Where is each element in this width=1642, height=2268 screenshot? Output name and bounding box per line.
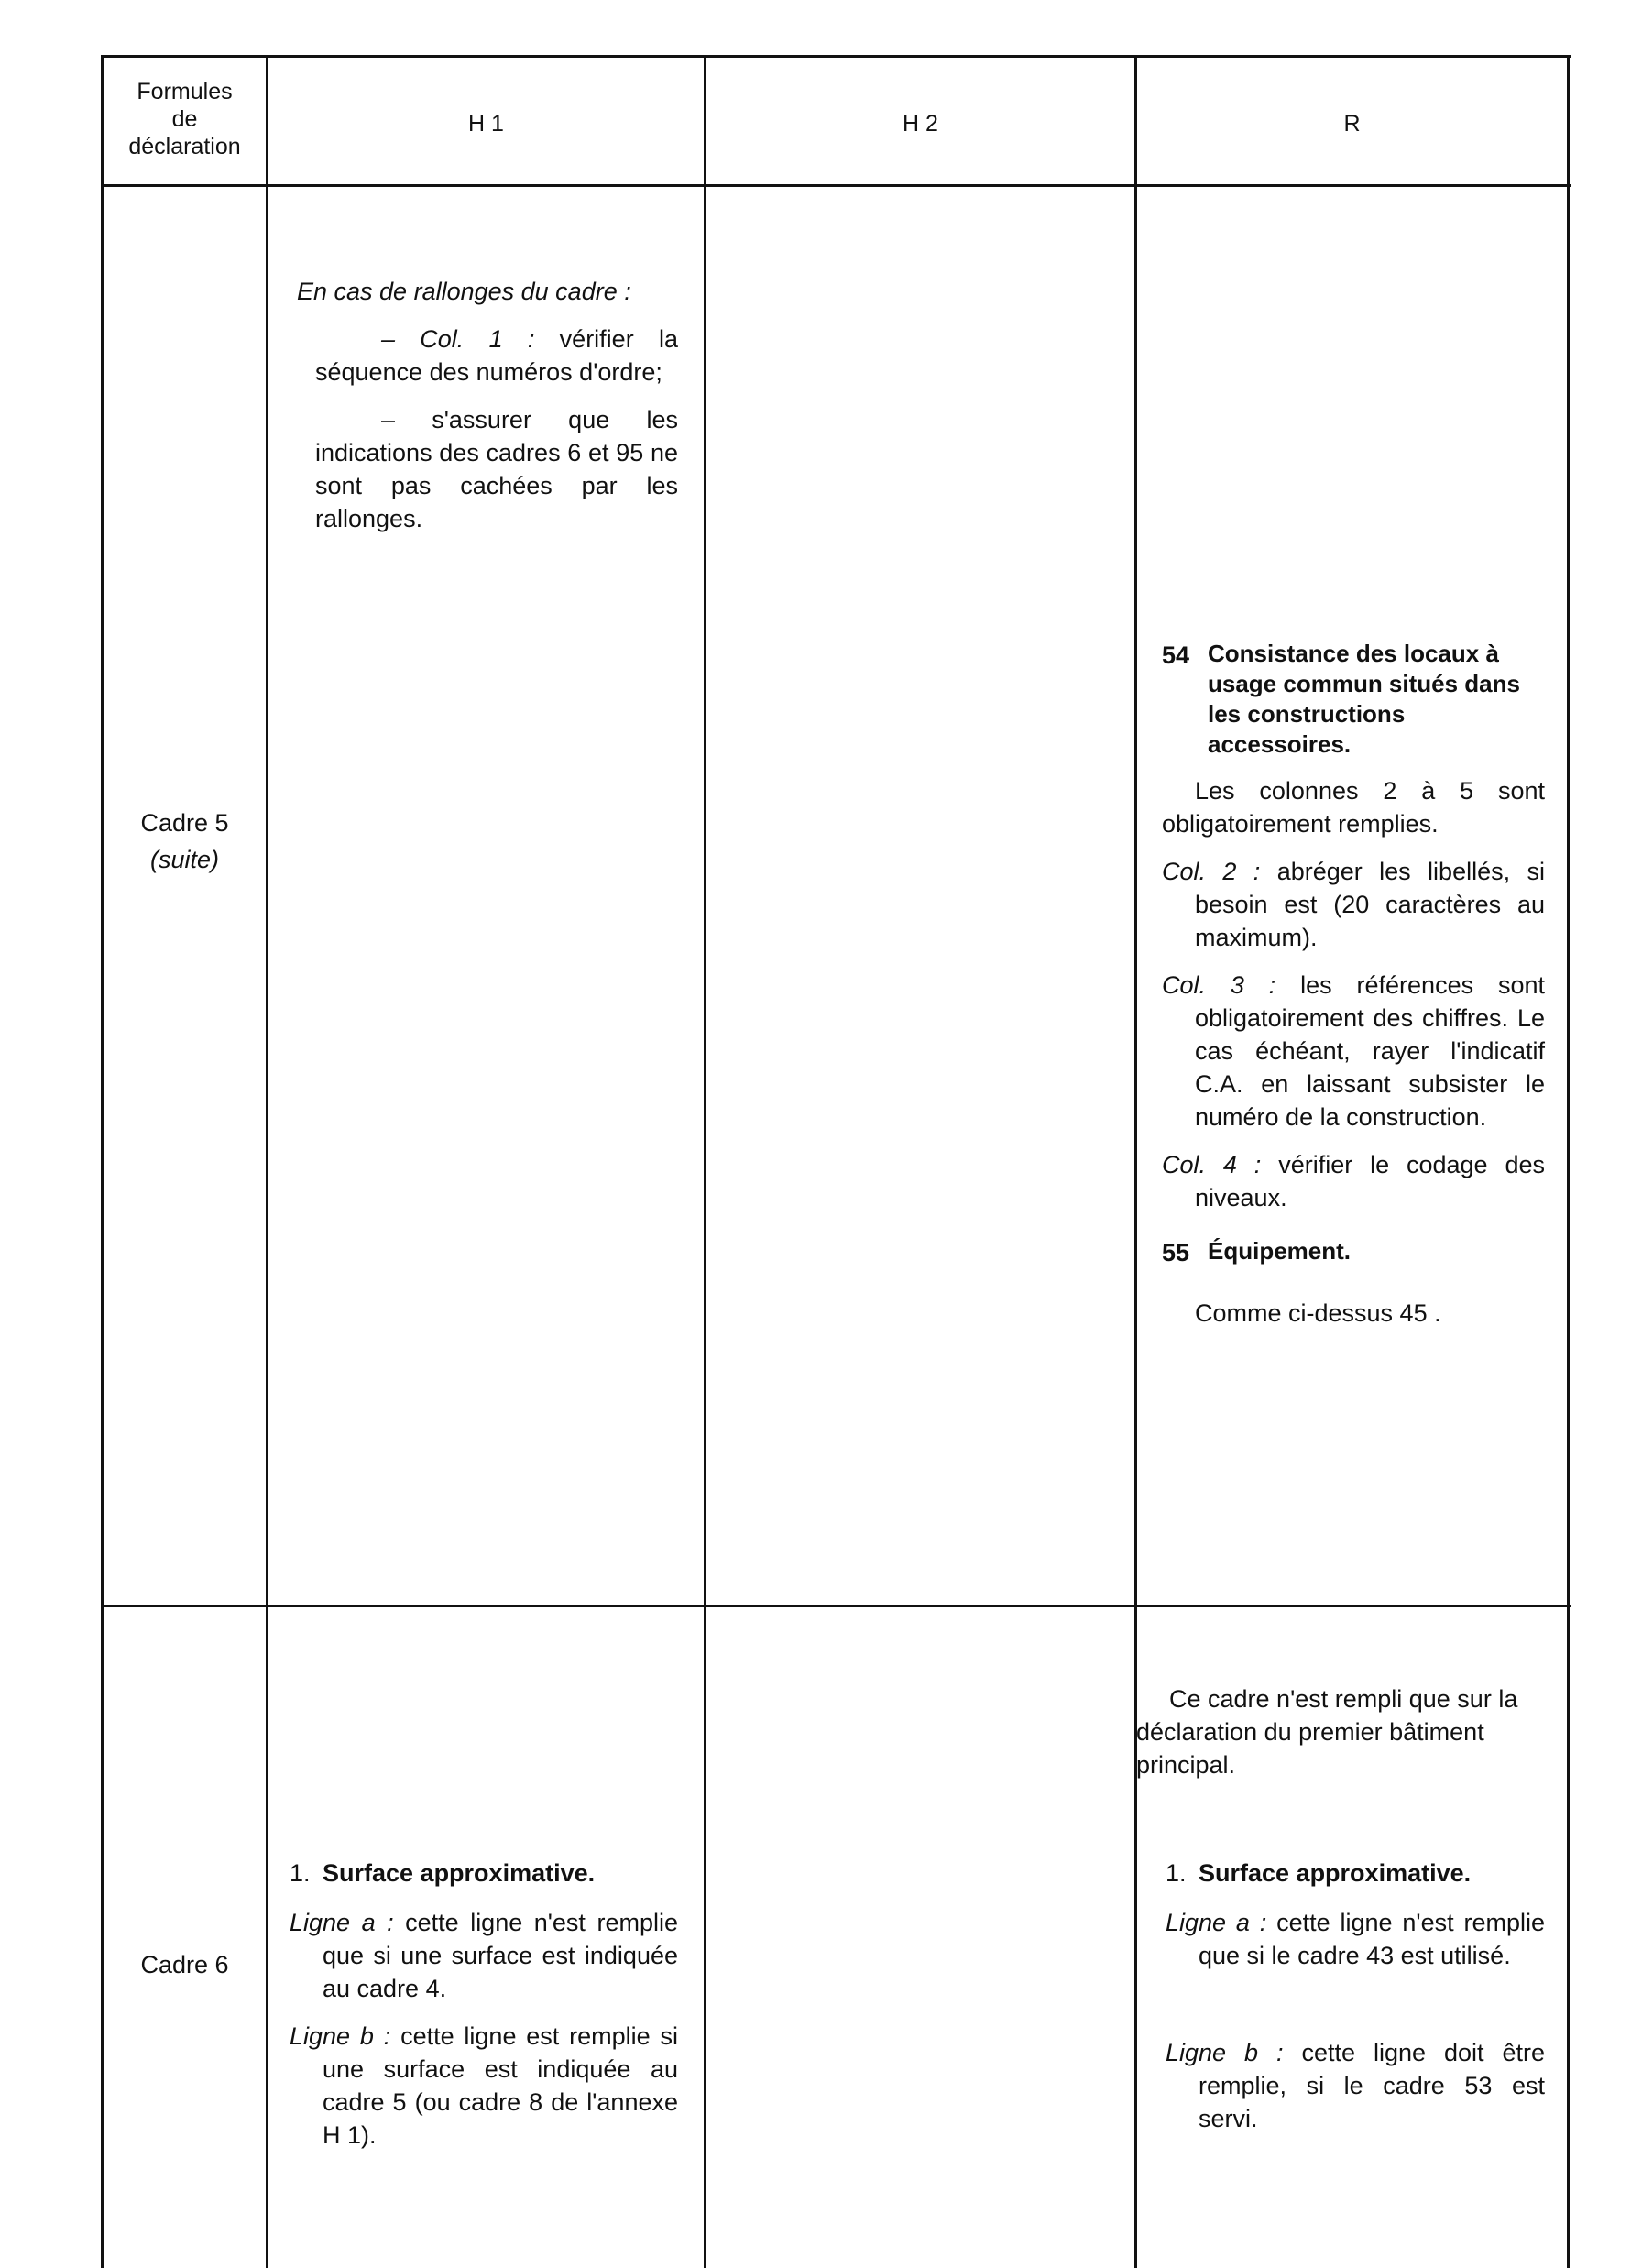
r-ligne-b: Ligne b : cette ligne doit être remplie, si le cadre 53 est servi. — [1166, 2039, 1545, 2132]
r-surface-heading: 1. Surface approximative. — [1166, 1859, 1472, 1887]
h1-surface-heading: 1. Surface approximative. — [290, 1859, 596, 1887]
h1-intro: En cas de rallonges du cadre : — [297, 278, 631, 305]
table-left-border — [101, 55, 104, 2268]
h1-item-rallonges: – s'assurer que les indications des cadres 6 et 95 ne sont pas cachées par les rallonges. — [315, 406, 678, 532]
section-54-col4: Col. 4 : vérifier le codage des niveaux. — [1162, 1151, 1545, 1211]
r-ligne-a: Ligne a : cette ligne n'est remplie que si le cadre 43 est utilisé. — [1166, 1909, 1545, 1969]
cadre6-r-intro: Ce cadre n'est rempli que sur la déclaration du premier bâtiment principal. — [1136, 1685, 1518, 1779]
section-54-intro: Les colonnes 2 à 5 sont obligatoirement remplies. — [1162, 777, 1545, 838]
cadre5-r-section-54-55 — [1162, 639, 1545, 1344]
header-col-r: R — [1343, 111, 1361, 137]
section-54-col3: Col. 3 : les références sont obligatoirement des chiffres. Le cas échéant, rayer l'indicatif C.A. en laissant subsister le numéro de la construction. — [1162, 971, 1545, 1131]
row-label-cadre-5: Cadre 5 (suite) — [140, 809, 229, 873]
header-col-formules: Formules de déclaration — [128, 79, 241, 159]
column-divider-1 — [266, 55, 268, 2268]
cadre5-h1-instructions — [297, 275, 678, 550]
row-divider — [101, 1605, 1571, 1607]
h1-ligne-a: Ligne a : cette ligne n'est remplie que si une surface est indiquée au cadre 4. — [290, 1909, 678, 2002]
h1-item-col1: – Col. 1 : vérifier la séquence des numéros d'ordre; — [315, 325, 678, 386]
section-54-col2: Col. 2 : abréger les libellés, si besoin est (20 caractères au maximum). — [1162, 858, 1545, 951]
table-right-border — [1567, 55, 1570, 2268]
section-55-text: Comme ci-dessus 45 . — [1195, 1299, 1441, 1327]
column-divider-2 — [704, 55, 706, 2268]
section-54-heading: 54 Consistance des locaux à usage commun situés dans les constructions accessoires. — [1162, 640, 1520, 758]
column-divider-3 — [1134, 55, 1137, 2268]
cadre6-h1-instructions — [290, 1857, 678, 2166]
header-col-h2: H 2 — [903, 111, 938, 137]
header-col-h1: H 1 — [468, 111, 504, 137]
section-55-heading: 55 Équipement. — [1162, 1237, 1352, 1266]
table-top-border — [101, 55, 1571, 58]
cadre6-r-instructions — [1166, 1857, 1545, 2150]
row-label-cadre-6: Cadre 6 — [140, 1951, 229, 1978]
h1-ligne-b: Ligne b : cette ligne est remplie si une surface est indiquée au cadre 5 (ou cadre 8 de l'annexe H 1). — [290, 2022, 678, 2149]
header-bottom-border — [101, 184, 1571, 187]
